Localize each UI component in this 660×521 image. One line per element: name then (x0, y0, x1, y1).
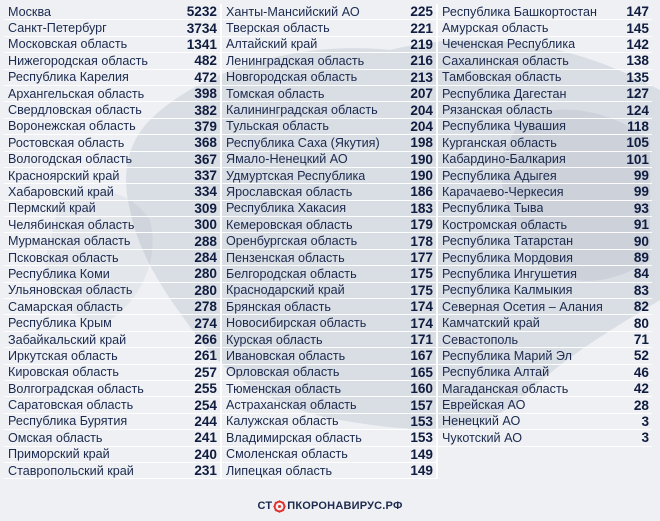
region-name: Камчатский край (442, 316, 540, 331)
case-count: 83 (633, 282, 649, 298)
table-row (4, 217, 220, 233)
table-row (438, 70, 652, 86)
case-count: 382 (194, 102, 217, 118)
region-name: Смоленская область (226, 447, 348, 462)
table-row (4, 86, 220, 102)
region-name: Ивановская область (226, 348, 346, 363)
table-row (222, 37, 436, 53)
table-row (4, 53, 220, 69)
region-name: Кировская область (8, 365, 119, 380)
table-row (4, 70, 220, 86)
region-name: Республика Чувашия (442, 119, 566, 134)
case-count: 5232 (186, 4, 217, 20)
table-row (222, 201, 436, 217)
table-column-2 (222, 4, 436, 479)
case-count: 175 (410, 266, 433, 282)
case-count: 280 (194, 266, 217, 282)
table-row (4, 266, 220, 282)
region-name: Кемеровская область (226, 217, 353, 232)
case-count: 118 (627, 118, 649, 134)
case-count: 174 (410, 315, 433, 331)
table-row (438, 283, 652, 299)
region-name: Карачаево-Черкесия (442, 184, 564, 199)
brand-logo-text (257, 500, 402, 513)
region-name: Республика Адыгея (442, 168, 557, 183)
footer (0, 495, 660, 517)
table-row (438, 414, 652, 430)
case-count: 3 (641, 430, 649, 446)
table-row (438, 20, 652, 36)
region-name: Магаданская область (442, 381, 569, 396)
table-row (222, 20, 436, 36)
region-name: Ханты-Мансийский АО (226, 4, 360, 19)
region-name: Курская область (226, 332, 323, 347)
table-row (4, 184, 220, 200)
case-count: 190 (410, 151, 433, 167)
case-count: 337 (194, 168, 217, 184)
case-count: 153 (410, 430, 433, 446)
case-count: 93 (633, 200, 649, 216)
case-count: 153 (410, 413, 433, 429)
region-name: Республика Крым (8, 316, 112, 331)
region-name: Ямало-Ненецкий АО (226, 152, 348, 167)
case-count: 183 (410, 200, 433, 216)
case-count: 71 (633, 332, 649, 347)
table-row (4, 135, 220, 151)
case-count: 241 (194, 430, 217, 446)
table-row (222, 184, 436, 200)
region-name: Чеченская Республика (442, 37, 576, 52)
cases-table (4, 4, 652, 479)
region-name: Сахалинская область (442, 53, 569, 68)
table-row (438, 119, 652, 135)
region-name: Республика Калмыкия (442, 283, 573, 298)
table-row (4, 4, 220, 20)
table-row (222, 86, 436, 102)
table-row (222, 233, 436, 249)
region-name: Ненецкий АО (442, 414, 521, 429)
region-name: Белгородская область (226, 266, 357, 281)
case-count: 334 (194, 184, 217, 200)
case-count: 145 (626, 20, 649, 36)
case-count: 149 (410, 446, 433, 462)
table-row (4, 414, 220, 430)
brand-prefix: СТ (257, 500, 273, 512)
region-name: Хабаровский край (8, 184, 114, 199)
region-name: Республика Башкортостан (442, 4, 597, 19)
table-row (4, 201, 220, 217)
region-name: Самарская область (8, 299, 123, 314)
table-row (4, 381, 220, 397)
table-column-1 (4, 4, 220, 479)
region-name: Липецкая область (226, 463, 333, 478)
case-count: 157 (410, 397, 433, 413)
region-name: Ярославская область (226, 184, 353, 199)
region-name: Амурская область (442, 21, 549, 36)
table-row (438, 135, 652, 151)
case-count: 398 (194, 86, 217, 102)
case-count: 288 (194, 233, 217, 249)
stop-coronavirus-logo-icon (273, 500, 286, 513)
table-row (4, 20, 220, 36)
region-name: Нижегородская область (8, 53, 148, 68)
table-row (222, 168, 436, 184)
region-name: Иркутская область (8, 348, 118, 363)
table-row (438, 102, 652, 118)
table-row (438, 266, 652, 282)
region-name: Московская область (8, 37, 128, 52)
table-row (438, 430, 652, 446)
case-count: 142 (626, 36, 649, 52)
region-name: Оренбургская область (226, 234, 358, 249)
case-count: 213 (410, 69, 433, 85)
region-name: Севастополь (442, 332, 519, 347)
table-row (438, 37, 652, 53)
region-name: Свердловская область (8, 103, 142, 118)
case-count: 240 (194, 446, 217, 462)
case-count: 127 (626, 86, 649, 102)
table-row (438, 86, 652, 102)
table-row (222, 70, 436, 86)
table-row (4, 447, 220, 463)
table-row (4, 168, 220, 184)
region-name: Забайкальский край (8, 332, 127, 347)
region-name: Курганская область (442, 135, 557, 150)
case-count: 244 (194, 413, 217, 429)
case-count: 171 (410, 332, 433, 347)
region-name: Ленинградская область (226, 53, 365, 68)
case-count: 52 (633, 348, 649, 364)
case-count: 101 (626, 151, 649, 167)
case-count: 225 (410, 4, 433, 20)
region-name: Омская область (8, 430, 103, 445)
table-row (438, 315, 652, 331)
region-name: Республика Марий Эл (442, 348, 572, 363)
case-count: 175 (410, 282, 433, 298)
case-count: 280 (194, 282, 217, 298)
table-row (222, 266, 436, 282)
table-row (4, 119, 220, 135)
region-name: Тамбовская область (442, 70, 562, 85)
region-name: Костромская область (442, 217, 568, 232)
case-count: 255 (194, 381, 217, 397)
table-row (4, 233, 220, 249)
region-name: Новгородская область (226, 70, 358, 85)
case-count: 231 (194, 463, 217, 479)
region-name: Рязанская область (442, 103, 553, 118)
case-count: 46 (633, 364, 649, 380)
table-row (222, 315, 436, 331)
case-count: 135 (626, 69, 649, 85)
region-name: Республика Коми (8, 266, 110, 281)
brand-suffix: ПКОРОНАВИРУС.РФ (287, 500, 403, 512)
table-row (222, 365, 436, 381)
case-count: 261 (194, 348, 217, 364)
table-row (222, 463, 436, 479)
case-count: 91 (633, 217, 649, 233)
region-name: Орловская область (226, 365, 340, 380)
case-count: 274 (194, 315, 217, 331)
case-count: 99 (633, 168, 649, 184)
table-row (222, 299, 436, 315)
case-count: 82 (633, 299, 649, 315)
region-name: Тверская область (226, 21, 330, 36)
case-count: 177 (410, 250, 433, 266)
table-row (4, 463, 220, 479)
case-count: 207 (410, 86, 433, 102)
case-count: 89 (633, 250, 649, 266)
region-name: Санкт-Петербург (8, 21, 107, 36)
case-count: 179 (410, 217, 433, 233)
case-count: 138 (626, 53, 649, 69)
table-row (4, 299, 220, 315)
case-count: 278 (194, 299, 217, 315)
region-name: Калининградская область (226, 103, 378, 118)
case-count: 160 (410, 381, 433, 397)
region-name: Ростовская область (8, 135, 125, 150)
table-row (438, 332, 652, 348)
region-name: Воронежская область (8, 119, 136, 134)
region-name: Ставропольский край (8, 463, 134, 478)
case-count: 309 (194, 200, 217, 216)
region-name: Ульяновская область (8, 283, 133, 298)
table-row (4, 332, 220, 348)
case-count: 147 (626, 4, 649, 20)
case-count: 28 (633, 397, 649, 413)
case-count: 1341 (186, 36, 217, 52)
case-count: 3 (641, 413, 649, 429)
table-row (438, 381, 652, 397)
case-count: 219 (410, 36, 433, 52)
region-name: Республика Саха (Якутия) (226, 135, 380, 150)
region-name: Республика Бурятия (8, 414, 128, 429)
table-row (222, 414, 436, 430)
table-row (438, 397, 652, 413)
case-count: 90 (633, 233, 649, 249)
region-name: Вологодская область (8, 152, 133, 167)
region-name: Саратовская область (8, 398, 134, 413)
region-name: Челябинская область (8, 217, 135, 232)
case-count: 204 (410, 118, 433, 134)
table-row (222, 332, 436, 348)
region-name: Республика Карелия (8, 70, 129, 85)
table-row (438, 250, 652, 266)
region-name: Тюменская область (226, 381, 342, 396)
case-count: 174 (410, 299, 433, 315)
region-name: Мурманская область (8, 234, 131, 249)
table-row (4, 430, 220, 446)
case-count: 257 (194, 364, 217, 380)
case-count: 165 (410, 364, 433, 380)
region-name: Пензенская область (226, 250, 345, 265)
region-name: Калужская область (226, 414, 339, 429)
table-row (438, 217, 652, 233)
case-count: 204 (410, 102, 433, 118)
table-row (438, 4, 652, 20)
table-row (4, 37, 220, 53)
region-name: Республика Ингушетия (442, 266, 577, 281)
region-name: Приморский край (8, 447, 110, 462)
table-row (222, 430, 436, 446)
case-count: 178 (410, 233, 433, 249)
region-name: Астраханская область (226, 398, 357, 413)
table-row (222, 4, 436, 20)
region-name: Томская область (226, 86, 325, 101)
table-row (438, 53, 652, 69)
case-count: 99 (633, 184, 649, 200)
region-name: Москва (8, 4, 51, 19)
region-name: Пермский край (8, 201, 96, 216)
table-row (4, 365, 220, 381)
case-count: 105 (626, 135, 649, 151)
region-name: Владимирская область (226, 430, 362, 445)
region-name: Новосибирская область (226, 316, 367, 331)
case-count: 190 (410, 168, 433, 184)
case-count: 379 (194, 118, 217, 134)
table-row (222, 53, 436, 69)
case-count: 368 (194, 135, 217, 151)
case-count: 254 (194, 397, 217, 413)
table-row (222, 102, 436, 118)
table-row (222, 152, 436, 168)
case-count: 367 (194, 151, 217, 167)
region-name: Псковская область (8, 250, 119, 265)
case-count: 284 (194, 250, 217, 266)
table-row (4, 250, 220, 266)
case-count: 84 (633, 266, 649, 282)
table-row (438, 201, 652, 217)
table-row (438, 348, 652, 364)
region-name: Республика Алтай (442, 365, 550, 380)
table-row (438, 233, 652, 249)
table-row (222, 381, 436, 397)
case-count: 300 (194, 217, 217, 233)
table-row (222, 348, 436, 364)
table-row (222, 135, 436, 151)
table-row (4, 102, 220, 118)
table-row (222, 217, 436, 233)
table-row (222, 447, 436, 463)
case-count: 186 (410, 184, 433, 200)
region-name: Удмуртская Республика (226, 168, 366, 183)
region-name: Республика Дагестан (442, 86, 567, 101)
case-count: 482 (194, 53, 217, 69)
region-name: Алтайский край (226, 37, 318, 52)
table-row (438, 184, 652, 200)
table-row (4, 315, 220, 331)
case-count: 42 (633, 381, 649, 397)
case-count: 167 (410, 348, 433, 364)
case-count: 3734 (186, 20, 217, 36)
region-name: Кабардино-Балкария (442, 152, 566, 167)
region-name: Архангельская область (8, 86, 145, 101)
case-count: 80 (633, 315, 649, 331)
case-count: 149 (410, 463, 433, 479)
table-row (222, 397, 436, 413)
table-row (438, 365, 652, 381)
region-name: Брянская область (226, 299, 331, 314)
case-count: 472 (194, 69, 217, 85)
region-name: Северная Осетия – Алания (442, 299, 603, 314)
region-name: Тульская область (226, 119, 329, 134)
table-row (438, 152, 652, 168)
region-name: Краснодарский край (226, 283, 345, 298)
table-row (438, 299, 652, 315)
case-count: 198 (410, 135, 433, 151)
table-column-3 (438, 4, 652, 479)
region-name: Красноярский край (8, 168, 120, 183)
region-name: Республика Хакасия (226, 201, 347, 216)
region-name: Республика Мордовия (442, 250, 573, 265)
case-count: 216 (410, 53, 433, 69)
case-count: 266 (194, 332, 217, 347)
table-row (222, 119, 436, 135)
case-count: 221 (410, 20, 433, 36)
region-name: Чукотский АО (442, 430, 522, 445)
table-row (4, 397, 220, 413)
region-name: Волгоградская область (8, 381, 144, 396)
table-row (438, 168, 652, 184)
table-row (222, 283, 436, 299)
table-row (4, 152, 220, 168)
table-row (4, 283, 220, 299)
table-row (222, 250, 436, 266)
region-name: Республика Татарстан (442, 234, 574, 249)
table-row (4, 348, 220, 364)
case-count: 124 (626, 102, 649, 118)
region-name: Еврейская АО (442, 398, 526, 413)
region-name: Республика Тыва (442, 201, 544, 216)
